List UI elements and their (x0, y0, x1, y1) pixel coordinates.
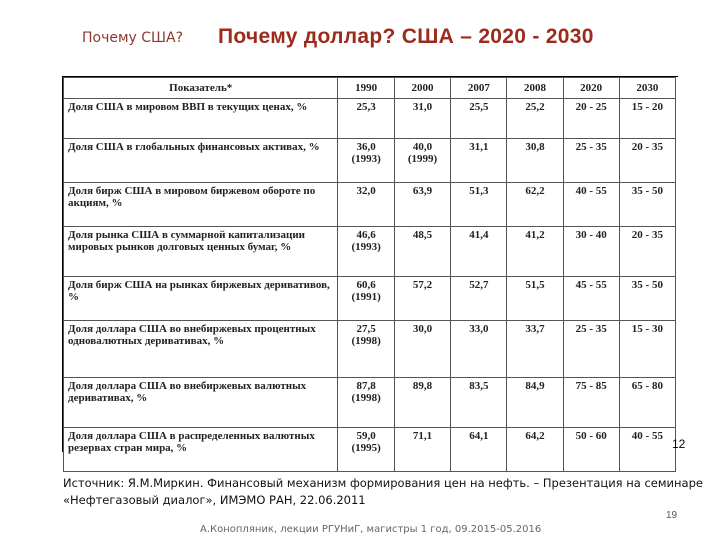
cell-value: 45 - 55 (575, 279, 607, 291)
cell-value: 33,7 (525, 323, 545, 335)
table-cell (507, 227, 563, 277)
table-cell (619, 99, 675, 139)
row-label: Доля бирж США на рынках биржевых деривативов, % (64, 277, 338, 321)
table-cell (619, 428, 675, 472)
column-header: 1990 (338, 78, 394, 99)
table-cell (619, 183, 675, 227)
cell-value: 31,1 (469, 141, 489, 153)
table-cell (563, 277, 619, 321)
cell-value: 32,0 (356, 185, 376, 197)
table-row (64, 277, 676, 321)
column-header: 2008 (507, 78, 563, 99)
small-title: Почему США? (82, 30, 184, 46)
cell-value: 40 - 55 (575, 185, 607, 197)
table-cell (338, 183, 394, 227)
cell-value: 35 - 50 (631, 279, 663, 291)
cell-value: 57,2 (412, 279, 433, 291)
cell-value: 20 - 35 (631, 229, 663, 241)
table-cell (451, 378, 507, 428)
data-table-container (62, 76, 678, 452)
table-cell (338, 277, 394, 321)
table-cell (507, 378, 563, 428)
table-cell (563, 378, 619, 428)
main-title: Почему доллар? США – 2020 - 2030 (218, 25, 594, 48)
footer-text: А.Конопляник, лекции РГУНиГ, магистры 1 год, 09.2015-05.2016 (200, 524, 542, 535)
table-cell (451, 99, 507, 139)
cell-value: 64,2 (525, 430, 545, 442)
table-cell (451, 183, 507, 227)
slide-number: 19 (666, 510, 678, 521)
table-cell (451, 139, 507, 183)
table-cell (338, 139, 394, 183)
table-row (64, 183, 676, 227)
table-row (64, 139, 676, 183)
cell-year-note: (1995) (351, 442, 381, 454)
row-label: Доля доллара США во внебиржевых валютных деривативах, % (64, 378, 338, 428)
cell-value: 64,1 (469, 430, 489, 442)
table-cell (338, 321, 394, 378)
cell-value: 40,0 (412, 141, 433, 153)
cell-value: 75 - 85 (575, 380, 607, 392)
cell-value: 30,0 (412, 323, 433, 335)
table-cell (563, 183, 619, 227)
cell-value: 30 - 40 (575, 229, 607, 241)
cell-value: 40 - 55 (631, 430, 663, 442)
table-cell (507, 139, 563, 183)
table-row (64, 99, 676, 139)
cell-value: 51,5 (525, 279, 545, 291)
table-row (64, 227, 676, 277)
table-cell (619, 227, 675, 277)
column-header: 2007 (451, 78, 507, 99)
cell-value: 87,8 (356, 380, 376, 392)
cell-year-note: (1993) (351, 241, 381, 253)
table-cell (394, 227, 450, 277)
table-cell (507, 99, 563, 139)
table-cell (394, 139, 450, 183)
cell-value: 60,6 (356, 279, 376, 291)
source-line: «Нефтегазовый диалог», ИМЭМО РАН, 22.06.2011 (63, 493, 366, 507)
cell-value: 50 - 60 (575, 430, 607, 442)
cell-value: 71,1 (412, 430, 433, 442)
cell-value: 15 - 30 (631, 323, 663, 335)
cell-value: 25,2 (525, 101, 545, 113)
page-number: 12 (672, 437, 686, 451)
cell-value: 52,7 (469, 279, 489, 291)
row-label: Доля рынка США в суммарной капитализации мировых рынков долговых ценных бумаг, % (64, 227, 338, 277)
cell-value: 20 - 35 (631, 141, 663, 153)
cell-value: 30,8 (525, 141, 545, 153)
cell-value: 25,5 (469, 101, 489, 113)
table-cell (451, 428, 507, 472)
cell-value: 41,2 (525, 229, 545, 241)
cell-year-note: (1993) (351, 153, 381, 165)
table-cell (451, 277, 507, 321)
table-cell (451, 227, 507, 277)
cell-value: 27,5 (356, 323, 376, 335)
cell-value: 36,0 (356, 141, 376, 153)
cell-year-note: (1991) (351, 291, 381, 303)
row-label: Доля бирж США в мировом биржевом обороте по акциям, % (64, 183, 338, 227)
cell-value: 20 - 25 (575, 101, 607, 113)
table-cell (338, 227, 394, 277)
cell-value: 63,9 (412, 185, 433, 197)
table-cell (338, 99, 394, 139)
cell-value: 84,9 (525, 380, 545, 392)
cell-value: 35 - 50 (631, 185, 663, 197)
cell-value: 31,0 (412, 101, 433, 113)
data-table (63, 77, 676, 472)
row-label: Доля США в глобальных финансовых активах, % (64, 139, 338, 183)
cell-value: 46,6 (356, 229, 376, 241)
row-label: Доля США в мировом ВВП в текущих ценах, % (64, 99, 338, 139)
table-cell (507, 428, 563, 472)
table-cell (394, 99, 450, 139)
table-cell (619, 321, 675, 378)
table-header-row (64, 78, 676, 99)
table-cell (563, 428, 619, 472)
column-header: 2030 (619, 78, 675, 99)
cell-value: 41,4 (469, 229, 489, 241)
cell-value: 59,0 (356, 430, 376, 442)
cell-value: 15 - 20 (631, 101, 663, 113)
table-row (64, 378, 676, 428)
table-cell (619, 277, 675, 321)
cell-value: 51,3 (469, 185, 489, 197)
cell-value: 33,0 (469, 323, 489, 335)
table-cell (394, 428, 450, 472)
table-row (64, 321, 676, 378)
table-cell (507, 321, 563, 378)
cell-value: 62,2 (525, 185, 545, 197)
row-label: Доля доллара США в распределенных валютных резервах стран мира, % (64, 428, 338, 472)
row-label: Доля доллара США во внебиржевых процентных одновалютных деривативах, % (64, 321, 338, 378)
table-cell (394, 183, 450, 227)
table-cell (619, 378, 675, 428)
cell-year-note: (1998) (351, 335, 381, 347)
table-body (64, 99, 676, 472)
table-cell (394, 321, 450, 378)
table-cell (563, 227, 619, 277)
table-cell (619, 139, 675, 183)
cell-value: 83,5 (469, 380, 489, 392)
cell-value: 89,8 (412, 380, 433, 392)
table-cell (394, 378, 450, 428)
source-line: Источник: Я.М.Миркин. Финансовый механизм формирования цен на нефть. – Презентация на семинаре (63, 476, 703, 490)
table-cell (563, 321, 619, 378)
cell-value: 25 - 35 (575, 141, 607, 153)
column-header: 2000 (394, 78, 450, 99)
cell-value: 25 - 35 (575, 323, 607, 335)
cell-value: 48,5 (412, 229, 433, 241)
table-cell (394, 277, 450, 321)
table-cell (507, 277, 563, 321)
table-cell (338, 428, 394, 472)
table-cell (507, 183, 563, 227)
source-citation (63, 475, 703, 509)
table-cell (563, 99, 619, 139)
cell-value: 65 - 80 (631, 380, 663, 392)
table-cell (451, 321, 507, 378)
table-cell (563, 139, 619, 183)
table-row (64, 428, 676, 472)
cell-value: 25,3 (356, 101, 376, 113)
table-cell (338, 378, 394, 428)
cell-year-note: (1999) (407, 153, 438, 165)
column-header: 2020 (563, 78, 619, 99)
cell-year-note: (1998) (351, 392, 381, 404)
column-header: Показатель* (64, 78, 338, 99)
